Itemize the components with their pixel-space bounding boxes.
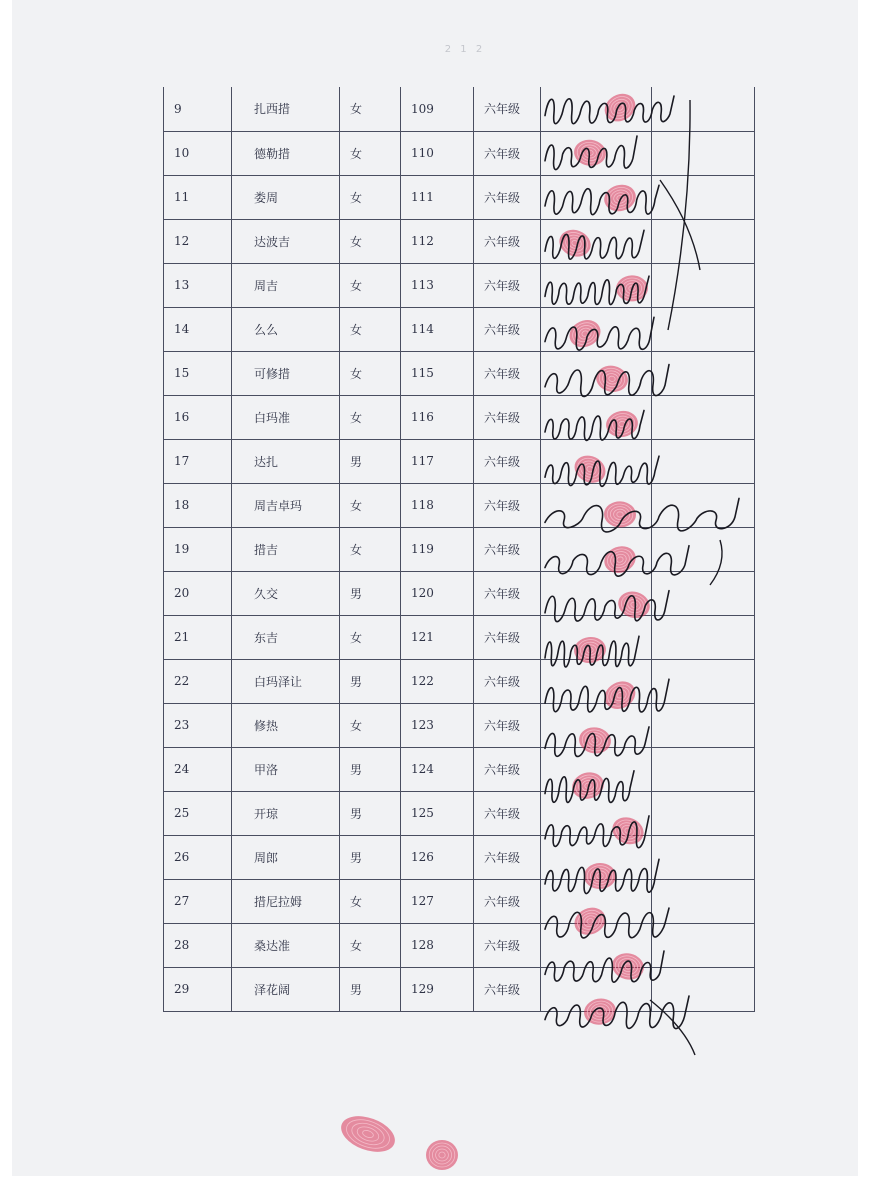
student-id: 112 — [401, 219, 474, 263]
student-grade: 六年级 — [474, 791, 541, 835]
student-id: 121 — [401, 615, 474, 659]
student-id: 127 — [401, 879, 474, 923]
table-row — [164, 307, 755, 351]
student-grade: 六年级 — [474, 879, 541, 923]
student-id: 122 — [401, 659, 474, 703]
student-grade: 六年级 — [474, 659, 541, 703]
blank-cell — [652, 395, 755, 439]
blank-cell — [652, 835, 755, 879]
student-id: 111 — [401, 175, 474, 219]
student-grade: 六年级 — [474, 923, 541, 967]
signature-cell — [541, 703, 652, 747]
student-name: 周吉 — [232, 263, 340, 307]
student-grade: 六年级 — [474, 307, 541, 351]
student-gender: 男 — [340, 747, 401, 791]
blank-cell — [652, 923, 755, 967]
table-row — [164, 835, 755, 879]
signature-cell — [541, 351, 652, 395]
table-row — [164, 967, 755, 1011]
signature-cell — [541, 791, 652, 835]
table-row — [164, 351, 755, 395]
student-grade: 六年级 — [474, 351, 541, 395]
student-gender: 男 — [340, 571, 401, 615]
student-name: 娄周 — [232, 175, 340, 219]
table-row — [164, 131, 755, 175]
student-name: 修热 — [232, 703, 340, 747]
student-name: 德勒措 — [232, 131, 340, 175]
student-id: 114 — [401, 307, 474, 351]
student-id: 128 — [401, 923, 474, 967]
student-grade: 六年级 — [474, 219, 541, 263]
row-number: 9 — [164, 87, 232, 131]
student-id: 119 — [401, 527, 474, 571]
student-name: 措吉 — [232, 527, 340, 571]
table-row — [164, 175, 755, 219]
signature-cell — [541, 967, 652, 1011]
table-row — [164, 615, 755, 659]
table-row — [164, 439, 755, 483]
blank-cell — [652, 879, 755, 923]
signature-cell — [541, 879, 652, 923]
student-name: 开琼 — [232, 791, 340, 835]
student-name: 白玛泽让 — [232, 659, 340, 703]
student-grade: 六年级 — [474, 175, 541, 219]
student-gender: 女 — [340, 395, 401, 439]
row-number: 11 — [164, 175, 232, 219]
student-gender: 女 — [340, 175, 401, 219]
signature-cell — [541, 923, 652, 967]
blank-cell — [652, 703, 755, 747]
student-gender: 女 — [340, 351, 401, 395]
signature-cell — [541, 835, 652, 879]
row-number: 29 — [164, 967, 232, 1011]
table-row — [164, 395, 755, 439]
table-row — [164, 483, 755, 527]
table-row — [164, 923, 755, 967]
row-number: 24 — [164, 747, 232, 791]
student-grade: 六年级 — [474, 747, 541, 791]
signature-cell — [541, 659, 652, 703]
blank-cell — [652, 263, 755, 307]
student-grade: 六年级 — [474, 703, 541, 747]
table-row — [164, 571, 755, 615]
student-gender: 女 — [340, 307, 401, 351]
student-gender: 男 — [340, 967, 401, 1011]
student-name: 达波吉 — [232, 219, 340, 263]
row-number: 12 — [164, 219, 232, 263]
student-grade: 六年级 — [474, 483, 541, 527]
signature-cell — [541, 615, 652, 659]
student-name: 周郎 — [232, 835, 340, 879]
student-gender: 男 — [340, 659, 401, 703]
student-id: 115 — [401, 351, 474, 395]
blank-cell — [652, 615, 755, 659]
student-id: 124 — [401, 747, 474, 791]
student-gender: 女 — [340, 87, 401, 131]
student-grade: 六年级 — [474, 615, 541, 659]
student-grade: 六年级 — [474, 395, 541, 439]
student-grade: 六年级 — [474, 967, 541, 1011]
signature-cell — [541, 439, 652, 483]
student-grade: 六年级 — [474, 131, 541, 175]
signature-cell — [541, 219, 652, 263]
student-gender: 男 — [340, 791, 401, 835]
row-number: 15 — [164, 351, 232, 395]
student-id: 110 — [401, 131, 474, 175]
blank-cell — [652, 527, 755, 571]
student-id: 113 — [401, 263, 474, 307]
student-name: 甲洛 — [232, 747, 340, 791]
row-number: 18 — [164, 483, 232, 527]
row-number: 10 — [164, 131, 232, 175]
student-gender: 女 — [340, 219, 401, 263]
table-row — [164, 791, 755, 835]
signature-cell — [541, 571, 652, 615]
row-number: 14 — [164, 307, 232, 351]
student-gender: 女 — [340, 703, 401, 747]
blank-cell — [652, 351, 755, 395]
student-id: 109 — [401, 87, 474, 131]
signature-cell — [541, 87, 652, 131]
student-gender: 女 — [340, 879, 401, 923]
table-row — [164, 263, 755, 307]
student-grade: 六年级 — [474, 527, 541, 571]
blank-cell — [652, 791, 755, 835]
signature-cell — [541, 175, 652, 219]
page-number-mark: 2 1 2 — [444, 44, 486, 55]
row-number: 19 — [164, 527, 232, 571]
student-id: 123 — [401, 703, 474, 747]
row-number: 25 — [164, 791, 232, 835]
student-id: 118 — [401, 483, 474, 527]
student-name: 达扎 — [232, 439, 340, 483]
student-gender: 女 — [340, 923, 401, 967]
row-number: 21 — [164, 615, 232, 659]
student-name: 可修措 — [232, 351, 340, 395]
row-number: 23 — [164, 703, 232, 747]
table-row — [164, 219, 755, 263]
student-id: 129 — [401, 967, 474, 1011]
signature-cell — [541, 747, 652, 791]
student-name: 泽花阔 — [232, 967, 340, 1011]
student-gender: 男 — [340, 835, 401, 879]
table-row — [164, 87, 755, 131]
signature-cell — [541, 263, 652, 307]
table-row — [164, 879, 755, 923]
signature-cell — [541, 131, 652, 175]
blank-cell — [652, 307, 755, 351]
row-number: 16 — [164, 395, 232, 439]
row-number: 27 — [164, 879, 232, 923]
row-number: 28 — [164, 923, 232, 967]
student-name: 扎西措 — [232, 87, 340, 131]
row-number: 13 — [164, 263, 232, 307]
student-name: 桑达准 — [232, 923, 340, 967]
student-id: 126 — [401, 835, 474, 879]
blank-cell — [652, 175, 755, 219]
student-gender: 女 — [340, 483, 401, 527]
blank-cell — [652, 439, 755, 483]
student-name: 么么 — [232, 307, 340, 351]
blank-cell — [652, 967, 755, 1011]
row-number: 20 — [164, 571, 232, 615]
roster-body — [164, 87, 755, 1011]
signature-cell — [541, 483, 652, 527]
student-id: 117 — [401, 439, 474, 483]
student-name: 周吉卓玛 — [232, 483, 340, 527]
blank-cell — [652, 131, 755, 175]
student-gender: 男 — [340, 439, 401, 483]
student-name: 久交 — [232, 571, 340, 615]
student-grade: 六年级 — [474, 439, 541, 483]
student-gender: 女 — [340, 131, 401, 175]
signature-cell — [541, 307, 652, 351]
student-gender: 女 — [340, 615, 401, 659]
row-number: 26 — [164, 835, 232, 879]
table-row — [164, 703, 755, 747]
blank-cell — [652, 483, 755, 527]
student-gender: 女 — [340, 263, 401, 307]
student-name: 东吉 — [232, 615, 340, 659]
blank-cell — [652, 571, 755, 615]
student-name: 措尼拉姆 — [232, 879, 340, 923]
blank-cell — [652, 659, 755, 703]
row-number: 22 — [164, 659, 232, 703]
signature-cell — [541, 527, 652, 571]
student-id: 116 — [401, 395, 474, 439]
student-grade: 六年级 — [474, 263, 541, 307]
student-id: 125 — [401, 791, 474, 835]
blank-cell — [652, 87, 755, 131]
student-grade: 六年级 — [474, 835, 541, 879]
student-roster-table — [163, 87, 755, 1012]
blank-cell — [652, 219, 755, 263]
table-row — [164, 659, 755, 703]
student-grade: 六年级 — [474, 87, 541, 131]
table-row — [164, 527, 755, 571]
student-grade: 六年级 — [474, 571, 541, 615]
table-row — [164, 747, 755, 791]
student-id: 120 — [401, 571, 474, 615]
student-gender: 女 — [340, 527, 401, 571]
row-number: 17 — [164, 439, 232, 483]
student-name: 白玛准 — [232, 395, 340, 439]
blank-cell — [652, 747, 755, 791]
signature-cell — [541, 395, 652, 439]
